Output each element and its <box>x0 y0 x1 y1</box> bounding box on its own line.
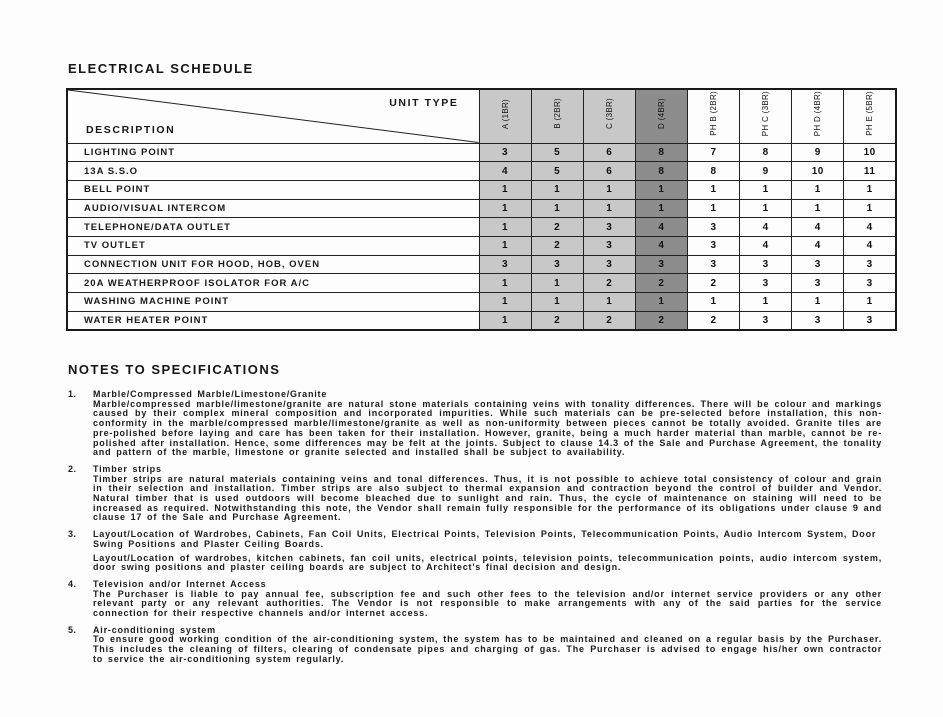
value-cell: 10 <box>792 162 844 181</box>
description-cell: AUDIO/VISUAL INTERCOM <box>67 199 479 218</box>
unit-type-column-label: B (2BR) <box>552 98 562 130</box>
table-row <box>67 218 896 237</box>
unit-type-column-label: D (4BR) <box>656 98 666 130</box>
value-cell: 3 <box>740 255 792 274</box>
value-cell: 9 <box>792 143 844 162</box>
value-cell: 4 <box>792 236 844 255</box>
value-cell: 4 <box>844 218 896 237</box>
value-cell: 1 <box>740 180 792 199</box>
value-cell: 1 <box>792 180 844 199</box>
value-cell: 6 <box>583 143 635 162</box>
value-cell: 10 <box>844 143 896 162</box>
value-cell: 3 <box>792 311 844 330</box>
note-number: 5. <box>68 624 77 635</box>
note-content <box>93 465 882 523</box>
value-cell: 1 <box>688 180 740 199</box>
note-body: To ensure good working condition of the air-conditioning system, the system has to be maintained and cleaned on a regular basis by the Purchaser. This includes the cleaning of filters, clearing of condensate pipes and charging of gas. The Purchaser is advised to engage his/her own contractor to service the air-conditioning system regularly. <box>93 634 882 664</box>
value-cell: 5 <box>531 162 583 181</box>
value-cell: 1 <box>479 293 531 312</box>
unit-type-column-label: PH C (3BR) <box>761 91 771 137</box>
note-number: 1. <box>68 389 77 399</box>
value-cell: 1 <box>740 293 792 312</box>
description-label: DESCRIPTION <box>86 123 176 136</box>
value-cell: 2 <box>688 274 740 293</box>
table-row <box>67 236 896 255</box>
schedule-body <box>67 143 896 330</box>
value-cell: 2 <box>531 236 583 255</box>
note-title: Layout/Location of Wardrobes, Cabinets, Fan Coil Units, Electrical Points, Television Points, Telecommunication Points, Audio Intercom System, Door Swing Positions and Plaster Ceiling Boards. <box>93 529 877 549</box>
unit-type-column-header <box>740 89 792 143</box>
value-cell: 6 <box>583 162 635 181</box>
note-title: Television and/or Internet Access <box>93 578 267 589</box>
description-cell: 13A S.S.O <box>67 162 479 181</box>
value-cell: 3 <box>531 255 583 274</box>
description-cell: LIGHTING POINT <box>67 143 479 162</box>
notes-section <box>68 362 882 672</box>
value-cell: 1 <box>479 236 531 255</box>
note-number: 4. <box>68 578 77 589</box>
value-cell: 3 <box>583 218 635 237</box>
value-cell: 4 <box>635 218 687 237</box>
value-cell: 4 <box>740 236 792 255</box>
value-cell: 3 <box>688 236 740 255</box>
unit-type-description-corner-cell <box>67 89 479 143</box>
value-cell: 1 <box>531 293 583 312</box>
value-cell: 1 <box>531 180 583 199</box>
unit-type-column-label: PH B (2BR) <box>709 91 719 137</box>
table-row <box>67 143 896 162</box>
value-cell: 1 <box>844 199 896 218</box>
description-cell: 20A WEATHERPROOF ISOLATOR FOR A/C <box>67 274 479 293</box>
value-cell: 3 <box>740 311 792 330</box>
table-row <box>67 293 896 312</box>
value-cell: 1 <box>844 180 896 199</box>
value-cell: 1 <box>479 311 531 330</box>
value-cell: 1 <box>635 199 687 218</box>
value-cell: 5 <box>531 143 583 162</box>
unit-type-column-header <box>792 89 844 143</box>
value-cell: 4 <box>635 236 687 255</box>
table-row <box>67 274 896 293</box>
value-cell: 1 <box>479 180 531 199</box>
value-cell: 1 <box>635 180 687 199</box>
note-number: 3. <box>68 529 77 540</box>
value-cell: 3 <box>479 255 531 274</box>
value-cell: 1 <box>792 293 844 312</box>
note-content <box>93 530 882 573</box>
table-row <box>67 311 896 330</box>
note-title: Air-conditioning system <box>93 624 216 635</box>
value-cell: 1 <box>531 274 583 293</box>
table-header-row <box>67 89 896 143</box>
unit-type-column-header <box>531 89 583 143</box>
note-content <box>93 390 882 458</box>
value-cell: 2 <box>583 311 635 330</box>
value-cell: 4 <box>740 218 792 237</box>
note-content <box>93 580 882 619</box>
value-cell: 1 <box>688 293 740 312</box>
value-cell: 1 <box>740 199 792 218</box>
value-cell: 3 <box>792 255 844 274</box>
table-row <box>67 180 896 199</box>
value-cell: 3 <box>583 236 635 255</box>
value-cell: 3 <box>792 274 844 293</box>
value-cell: 8 <box>635 162 687 181</box>
description-cell: WASHING MACHINE POINT <box>67 293 479 312</box>
value-cell: 1 <box>583 180 635 199</box>
value-cell: 9 <box>740 162 792 181</box>
value-cell: 8 <box>740 143 792 162</box>
note-number: 2. <box>68 463 77 474</box>
unit-type-label: UNIT TYPE <box>389 97 459 109</box>
value-cell: 3 <box>583 255 635 274</box>
value-cell: 4 <box>844 236 896 255</box>
value-cell: 1 <box>844 293 896 312</box>
value-cell: 1 <box>688 199 740 218</box>
value-cell: 2 <box>635 274 687 293</box>
value-cell: 8 <box>635 143 687 162</box>
value-cell: 1 <box>479 199 531 218</box>
value-cell: 1 <box>531 199 583 218</box>
value-cell: 2 <box>583 274 635 293</box>
value-cell: 3 <box>740 274 792 293</box>
value-cell: 8 <box>688 162 740 181</box>
description-cell: TELEPHONE/DATA OUTLET <box>67 218 479 237</box>
value-cell: 11 <box>844 162 896 181</box>
table-row <box>67 199 896 218</box>
unit-type-column-label: A (1BR) <box>500 98 510 129</box>
value-cell: 1 <box>635 293 687 312</box>
table-row <box>67 255 896 274</box>
value-cell: 1 <box>792 199 844 218</box>
note-item <box>68 530 882 573</box>
note-item <box>68 390 882 458</box>
value-cell: 2 <box>531 218 583 237</box>
electrical-schedule-heading: ELECTRICAL SCHEDULE <box>68 61 254 76</box>
value-cell: 3 <box>479 143 531 162</box>
value-cell: 4 <box>479 162 531 181</box>
value-cell: 3 <box>688 218 740 237</box>
note-body: Timber strips are natural materials containing veins and tonal differences. Thus, it is not possible to achieve total consistency of colour and grain in their selection and installation. Timber strips are also subject to thermal expansion and contraction beyond the control of builder and Vendor. Natural timber that is used outdoors will become bleached due to sunlight and rain. Thus, the cycle of maintenance on staining will need to be increased as required. Notwithstanding this note, the Vendor shall remain fully responsible for the performance of its obligations under clause 9 and clause 17 of the Sale and Purchase Agreement. <box>93 473 882 523</box>
notes-list <box>68 390 882 665</box>
value-cell: 1 <box>583 199 635 218</box>
note-title: Marble/Compressed Marble/Limestone/Granite <box>93 389 328 399</box>
description-cell: WATER HEATER POINT <box>67 311 479 330</box>
electrical-schedule-table <box>66 88 897 331</box>
value-cell: 2 <box>531 311 583 330</box>
value-cell: 2 <box>688 311 740 330</box>
unit-type-column-header <box>844 89 896 143</box>
unit-type-column-label: PH D (4BR) <box>813 91 823 137</box>
description-cell: CONNECTION UNIT FOR HOOD, HOB, OVEN <box>67 255 479 274</box>
note-item <box>68 626 882 665</box>
value-cell: 3 <box>688 255 740 274</box>
unit-type-column-header <box>479 89 531 143</box>
unit-type-column-label: C (3BR) <box>604 98 614 130</box>
value-cell: 3 <box>635 255 687 274</box>
note-content <box>93 626 882 665</box>
unit-type-column-header <box>635 89 687 143</box>
description-cell: TV OUTLET <box>67 236 479 255</box>
note-body: Marble/compressed marble/limestone/granite are natural stone materials containing veins with tonality differences. There will be colour and markings caused by their complex mineral composition and incorporated impurities. While such materials can be pre-selected before installation, this non-conformity in the marble/compressed marble/limestone/granite as well as non-uniformity between pieces cannot be totally avoided. Granite tiles are pre-polished before laying and care has been taken for their installation. However, granite, being a much harder material than marble, cannot be re-polished after installation. Hence, some differences may be felt at the joints. Subject to clause 14.3 of the Sale and Purchase Agreement, the tonality and pattern of the marble, limestone or granite selected and installed shall be subject to availability. <box>93 398 882 458</box>
unit-type-column-header <box>583 89 635 143</box>
value-cell: 3 <box>844 255 896 274</box>
value-cell: 1 <box>583 293 635 312</box>
value-cell: 1 <box>479 218 531 237</box>
value-cell: 3 <box>844 274 896 293</box>
table-row <box>67 162 896 181</box>
unit-type-column-header <box>688 89 740 143</box>
unit-type-column-label: PH E (5BR) <box>865 91 875 137</box>
notes-heading: NOTES TO SPECIFICATIONS <box>68 362 281 377</box>
note-item <box>68 465 882 523</box>
note-body: The Purchaser is liable to pay annual fee, subscription fee and such other fees to the television and/or internet service providers or any other relevant party or any relevant authorities. The Vendor is not responsible to make arrangements with any of the said parties for the service connection for their respective channels and/or internet access. <box>93 588 882 619</box>
note-title: Timber strips <box>93 463 162 474</box>
value-cell: 4 <box>792 218 844 237</box>
value-cell: 2 <box>635 311 687 330</box>
value-cell: 3 <box>844 311 896 330</box>
value-cell: 7 <box>688 143 740 162</box>
note-item <box>68 580 882 619</box>
value-cell: 1 <box>479 274 531 293</box>
note-body: Layout/Location of wardrobes, kitchen cabinets, fan coil units, electrical points, television points, telecommunication points, audio intercom system, door swing positions and plaster ceiling boards are subject to Architect's final decision and design. <box>93 552 882 573</box>
description-cell: BELL POINT <box>67 180 479 199</box>
